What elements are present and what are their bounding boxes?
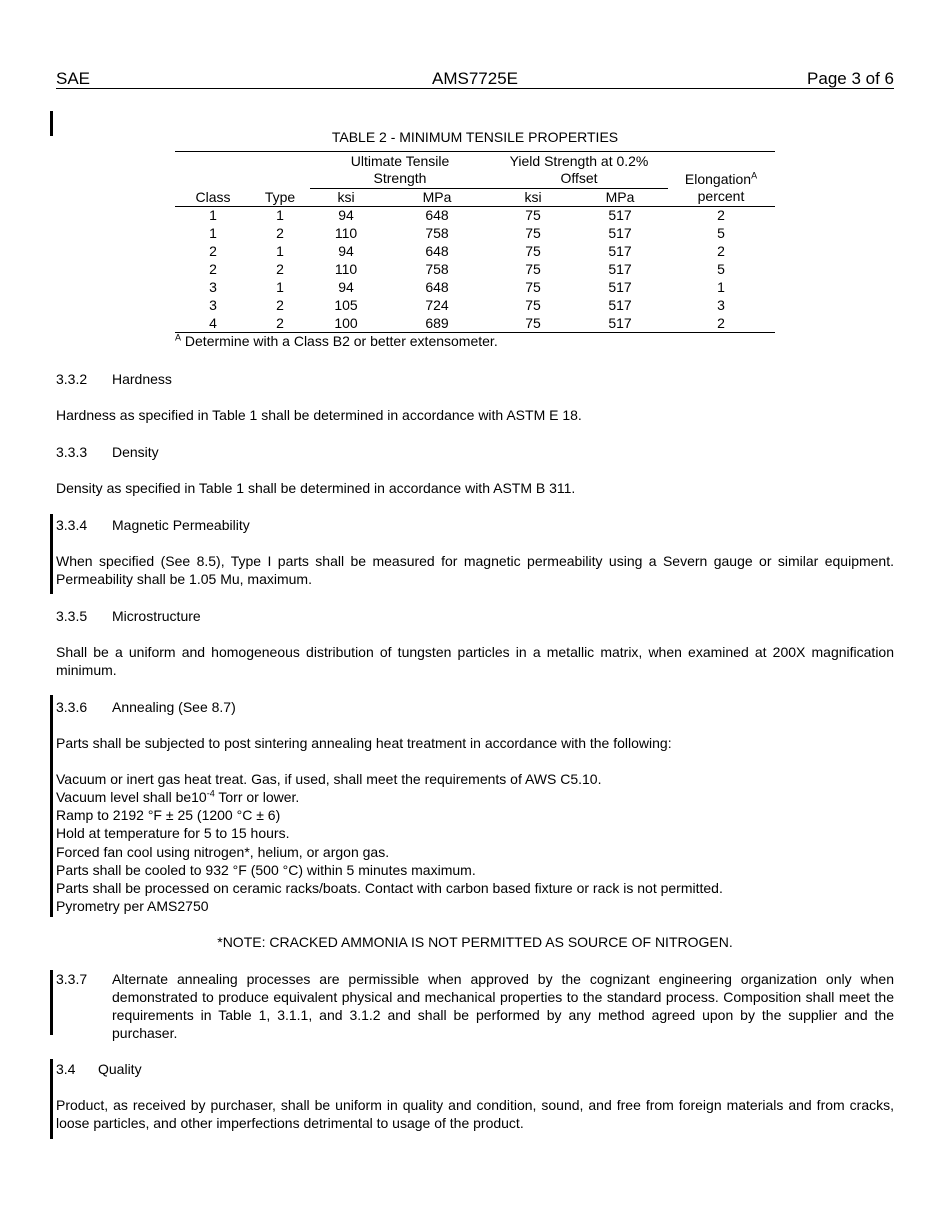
table-cell-ys-ksi: 75 [525, 279, 541, 295]
table-cell-ys-mpa: 517 [608, 261, 632, 277]
annealing-intro: Parts shall be subjected to post sintering annealing heat treatment in accordance with the following: [56, 735, 672, 751]
annealing-step: Forced fan cool using nitrogen*, helium, or argon gas. [56, 844, 390, 860]
table-cell-ys-ksi: 75 [525, 261, 541, 277]
table-cell-uts-mpa: 758 [425, 225, 449, 241]
table-cell-uts-ksi: 100 [334, 315, 358, 331]
table-cell-type: 1 [276, 243, 284, 259]
section-body-hardness: Hardness as specified in Table 1 shall be determined in accordance with ASTM E 18. [56, 407, 582, 423]
col-header-type: Type [264, 189, 296, 205]
table-cell-ys-ksi: 75 [525, 225, 541, 241]
table-cell-uts-mpa: 758 [425, 261, 449, 277]
table-cell-uts-ksi: 105 [334, 297, 358, 313]
table-cell-class: 3 [209, 297, 217, 313]
table-footnote: $^A$ Determine with a Class B2 or better extensometer. [175, 332, 498, 349]
annealing-step: Pyrometry per AMS2750 [56, 898, 209, 914]
table-cell-type: 2 [276, 225, 284, 241]
table-cell-type: 2 [276, 297, 284, 313]
table-cell-uts-mpa: 648 [425, 207, 449, 223]
table-cell-uts-ksi: 94 [338, 243, 354, 259]
section-number-337: 3.3.7 [56, 971, 88, 987]
table-cell-class: 2 [209, 261, 217, 277]
col-header-ys-mpa: MPa [605, 189, 635, 205]
elongation-header: Elongation$^A$ percent [684, 170, 758, 204]
table-cell-class: 1 [209, 207, 217, 223]
revision-bar [50, 514, 53, 594]
section-heading-microstructure: 3.3.5 Microstructure [56, 608, 201, 624]
header-doc-number: AMS7725E [432, 69, 518, 88]
table-cell-uts-mpa: 648 [425, 243, 449, 259]
table-cell-class: 2 [209, 243, 217, 259]
table-cell-elongation: 5 [717, 261, 725, 277]
table-cell-uts-ksi: 94 [338, 279, 354, 295]
header-org: SAE [56, 69, 91, 88]
table-cell-type: 2 [276, 261, 284, 277]
table-cell-uts-ksi: 110 [334, 261, 358, 277]
page-header [56, 69, 894, 89]
section-body-microstructure: Shall be a uniform and homogeneous distribution of tungsten particles in a metallic matrix, when examined at 200X magnification minimum. [56, 644, 894, 678]
table-cell-uts-ksi: 110 [334, 225, 358, 241]
ys-group-header: Yield Strength at 0.2% Offset [509, 153, 649, 186]
section-heading-hardness: 3.3.2 Hardness [56, 371, 172, 387]
table-cell-uts-mpa: 724 [425, 297, 449, 313]
table-cell-elongation: 2 [717, 243, 725, 259]
table-cell-ys-mpa: 517 [608, 279, 632, 295]
section-heading-density: 3.3.3 Density [56, 444, 159, 460]
table-cell-type: 2 [276, 315, 284, 331]
table-cell-ys-ksi: 75 [525, 243, 541, 259]
table-top-rule [175, 151, 775, 152]
section-body-density: Density as specified in Table 1 shall be determined in accordance with ASTM B 311. [56, 480, 576, 496]
section-heading-annealing: 3.3.6 Annealing (See 8.7) [56, 699, 236, 715]
header-page-number: Page 3 of 6 [807, 69, 894, 88]
table-cell-elongation: 2 [717, 315, 725, 331]
table-cell-uts-mpa: 648 [425, 279, 449, 295]
annealing-step: Vacuum level shall $be10^{-4}$ Torr or lower. [56, 788, 300, 805]
annealing-note: *NOTE: CRACKED AMMONIA IS NOT PERMITTED AS SOURCE OF NITROGEN. [217, 934, 733, 950]
uts-group-header: Ultimate Tensile Strength [350, 153, 450, 186]
section-body-quality: Product, as received by purchaser, shall be uniform in quality and condition, sound, and free from foreign materials and from cracks, loose particles, and other imperfections detrimental to usage of the product. [56, 1097, 894, 1131]
table-cell-elongation: 3 [717, 297, 725, 313]
revision-bar [50, 970, 53, 1035]
table-cell-ys-mpa: 517 [608, 315, 632, 331]
table-cell-ys-ksi: 75 [525, 297, 541, 313]
section-heading-magnetic-permeability: 3.3.4 Magnetic Permeability [56, 517, 250, 533]
revision-bar [50, 1059, 53, 1139]
col-header-uts-ksi: ksi [337, 189, 355, 205]
table-cell-ys-mpa: 517 [608, 243, 632, 259]
table-cell-class: 4 [209, 315, 217, 331]
col-header-class: Class [195, 189, 231, 205]
table-cell-class: 3 [209, 279, 217, 295]
table-cell-uts-mpa: 689 [425, 315, 449, 331]
table-cell-elongation: 2 [717, 207, 725, 223]
table-cell-type: 1 [276, 207, 284, 223]
table-cell-ys-ksi: 75 [525, 315, 541, 331]
table-cell-elongation: 1 [717, 279, 725, 295]
table-cell-type: 1 [276, 279, 284, 295]
col-header-uts-mpa: MPa [422, 189, 452, 205]
table-cell-ys-mpa: 517 [608, 225, 632, 241]
annealing-step: Hold at temperature for 5 to 15 hours. [56, 825, 290, 841]
table-cell-uts-ksi: 94 [338, 207, 354, 223]
col-header-ys-ksi: ksi [524, 189, 542, 205]
table-cell-class: 1 [209, 225, 217, 241]
annealing-step: Ramp to 2192 °F ± 25 (1200 °C ± 6) [56, 807, 281, 823]
annealing-step: Parts shall be processed on ceramic racks/boats. Contact with carbon based fixture or rack is not permitted. [56, 880, 723, 896]
table-cell-ys-ksi: 75 [525, 207, 541, 223]
revision-bar [50, 111, 53, 136]
table-cell-elongation: 5 [717, 225, 725, 241]
table-title: TABLE 2 - MINIMUM TENSILE PROPERTIES [331, 129, 619, 145]
table-cell-ys-mpa: 517 [608, 297, 632, 313]
annealing-step: Parts shall be cooled to 932 °F (500 °C) within 5 minutes maximum. [56, 862, 476, 878]
revision-bar [50, 695, 53, 917]
annealing-step: Vacuum or inert gas heat treat. Gas, if used, shall meet the requirements of AWS C5.10. [56, 771, 602, 787]
section-body-alternate-annealing: Alternate annealing processes are permissible when approved by the cognizant engineering organization only when demonstrated to produce equivalent physical and mechanical properties to the standard process. Composition shall meet the requirements in Table 1, 3.1.1, and 3.1.2 and shall be performed by any method agreed upon by the supplier and the purchaser. [112, 971, 894, 1041]
section-body-magnetic-permeability: When specified (See 8.5), Type I parts shall be measured for magnetic permeability using a Severn gauge or similar equipment. Permeability shall be 1.05 Mu, maximum. [56, 553, 894, 587]
table-cell-ys-mpa: 517 [608, 207, 632, 223]
section-heading-quality: 3.4 Quality [56, 1061, 142, 1077]
